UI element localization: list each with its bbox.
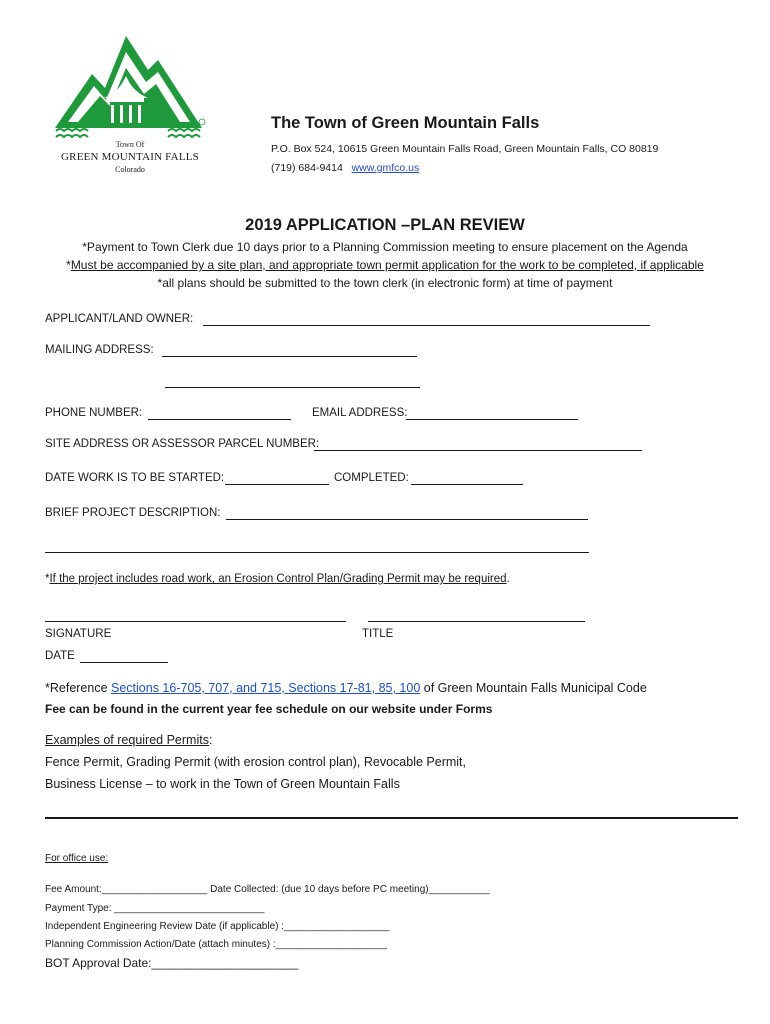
- town-logo: [50, 36, 210, 181]
- reference-suffix: of Green Mountain Falls Municipal Code: [420, 681, 647, 695]
- town-title: The Town of Green Mountain Falls: [271, 114, 540, 132]
- signature-label: SIGNATURE: [45, 628, 112, 640]
- date-label: DATE: [45, 650, 75, 662]
- applicant-field[interactable]: [203, 325, 650, 326]
- title-label: TITLE: [362, 628, 394, 640]
- applicant-label: APPLICANT/LAND OWNER:: [45, 313, 194, 325]
- site-plan-note: [0, 258, 770, 272]
- date-started-field[interactable]: [225, 484, 329, 485]
- title-field[interactable]: [368, 621, 585, 622]
- municipal-code-reference: [45, 681, 647, 695]
- logo-state: Colorado: [115, 165, 145, 174]
- fee-amount-line: Fee Amount:___________________ Date Collected: (due 10 days before PC meeting)___________: [45, 884, 490, 895]
- examples-heading-text: Examples of required Permits: [45, 733, 209, 747]
- mailing-address-field[interactable]: [162, 356, 417, 357]
- email-address-label: EMAIL ADDRESS:: [312, 407, 408, 419]
- application-title: 2019 APPLICATION –PLAN REVIEW: [245, 216, 525, 234]
- payment-type-line: Payment Type: ___________________________: [45, 903, 265, 914]
- town-contact: [271, 162, 419, 174]
- municipal-code-link[interactable]: Sections 16-705, 707, and 715, Sections 17-81, 85, 100: [111, 681, 421, 695]
- logo-town-of: Town Of: [115, 140, 145, 149]
- town-phone: (719) 684-9414: [271, 162, 343, 174]
- website-link[interactable]: www.gmfco.us: [351, 162, 420, 174]
- payment-note: *Payment to Town Clerk due 10 days prior to a Planning Commission meeting to ensure placement on the Agenda: [82, 240, 688, 254]
- phone-number-field[interactable]: [148, 419, 291, 420]
- mailing-address-label: MAILING ADDRESS:: [45, 344, 154, 356]
- site-plan-note-star: *: [66, 258, 71, 272]
- town-address: P.O. Box 524, 10615 Green Mountain Falls Road, Green Mountain Falls, CO 80819: [271, 143, 659, 155]
- date-started-label: DATE WORK IS TO BE STARTED:: [45, 472, 225, 484]
- examples-line-1: Fence Permit, Grading Permit (with erosion control plan), Revocable Permit,: [45, 755, 466, 769]
- project-description-field-2[interactable]: [45, 552, 589, 553]
- bot-approval-line: BOT Approval Date:______________________: [45, 956, 299, 970]
- planning-commission-line: Planning Commission Action/Date (attach minutes) :____________________: [45, 939, 387, 950]
- date-field[interactable]: [80, 662, 168, 663]
- signature-field[interactable]: [45, 621, 346, 622]
- engineering-review-line: Independent Engineering Review Date (if applicable) :___________________: [45, 921, 390, 932]
- site-address-field[interactable]: [314, 450, 642, 451]
- email-address-field[interactable]: [406, 419, 578, 420]
- road-work-note: [45, 573, 510, 585]
- examples-heading: [45, 733, 212, 747]
- mountain-gazebo-icon: [50, 36, 210, 141]
- reference-prefix: *Reference: [45, 681, 112, 695]
- road-work-note-star: *: [45, 573, 50, 585]
- office-use-heading: For office use:: [45, 853, 109, 864]
- examples-heading-colon: :: [208, 733, 213, 747]
- road-work-note-end: .: [506, 573, 510, 585]
- road-work-note-text: If the project includes road work, an Erosion Control Plan/Grading Permit may be required: [49, 573, 507, 585]
- site-address-label: SITE ADDRESS OR ASSESSOR PARCEL NUMBER:: [45, 438, 320, 450]
- mailing-address-field-2[interactable]: [165, 387, 420, 388]
- completed-field[interactable]: [411, 484, 523, 485]
- fee-note: Fee can be found in the current year fee schedule on our website under Forms: [45, 702, 493, 716]
- site-plan-note-text: Must be accompanied by a site plan, and appropriate town permit application for the work to be completed, if applicable: [70, 258, 704, 272]
- logo-town-name: GREEN MOUNTAIN FALLS: [61, 151, 199, 163]
- completed-label: COMPLETED:: [334, 472, 409, 484]
- project-description-field[interactable]: [226, 519, 588, 520]
- section-divider: [45, 817, 738, 819]
- submission-note: *all plans should be submitted to the town clerk (in electronic form) at time of payment: [157, 276, 613, 290]
- project-description-label: BRIEF PROJECT DESCRIPTION:: [45, 507, 221, 519]
- examples-line-2: Business License – to work in the Town of Green Mountain Falls: [45, 777, 400, 791]
- phone-number-label: PHONE NUMBER:: [45, 407, 143, 419]
